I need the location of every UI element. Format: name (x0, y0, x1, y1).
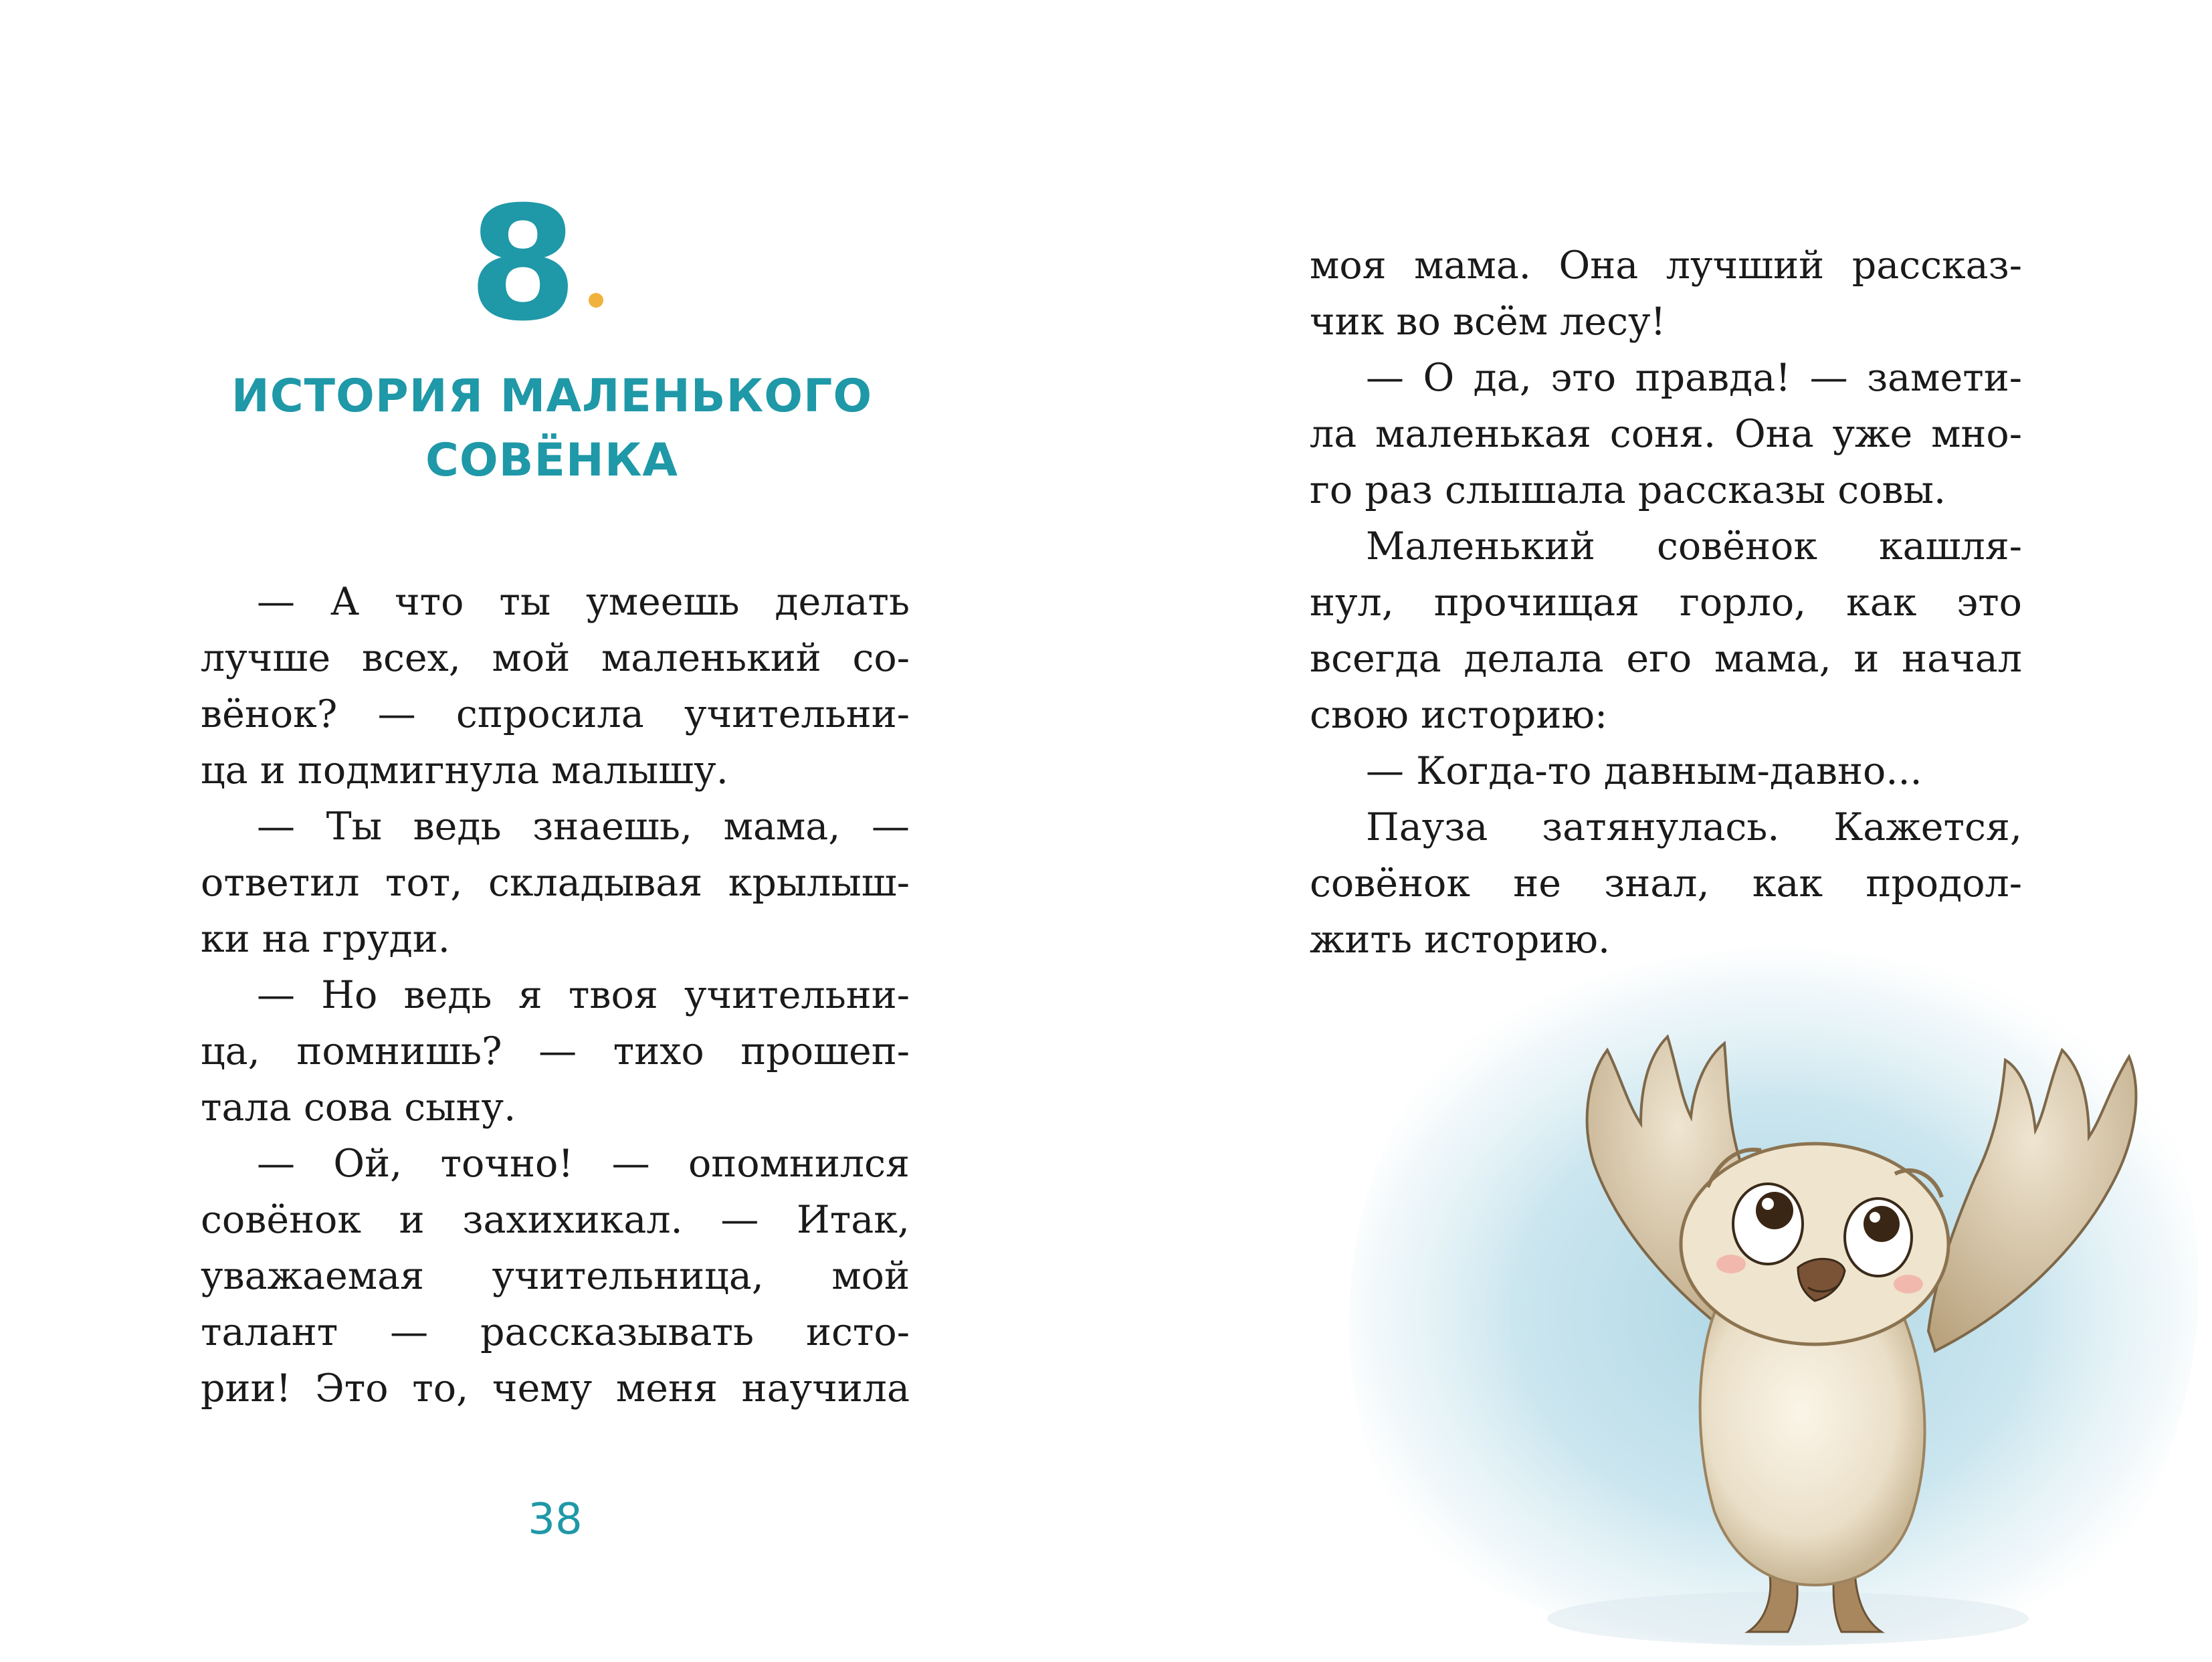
text-line: ца и подмигнула малышу. (201, 748, 728, 793)
text-line: талант — рассказывать исто- (201, 1310, 910, 1354)
text-line: — А что ты умеешь делать (257, 580, 910, 624)
text-line: — Но ведь я твоя учительни- (257, 973, 910, 1017)
text-line: — Когда-то давным-давно... (1366, 749, 1922, 793)
text-line: свою историю: (1310, 693, 1608, 737)
right-body-text (1310, 237, 2022, 968)
text-line: ла маленькая соня. Она уже мно- (1310, 412, 2022, 456)
right-page (1106, 0, 2212, 1659)
text-line: ки на груди. (201, 917, 450, 961)
text-line: моя мама. Она лучший рассказ- (1310, 243, 2022, 288)
chapter-title-line: ИСТОРИЯ МАЛЕНЬКОГО (231, 370, 873, 423)
text-line: совёнок не знал, как продол- (1310, 861, 2022, 906)
text-line: ответил тот, складывая крылыш- (201, 861, 910, 905)
text-line: рии! Это то, чему меня научила (201, 1366, 910, 1411)
text-line: жить историю. (1310, 918, 1611, 962)
text-line: Маленький совёнок кашля- (1366, 524, 2022, 568)
chapter-title-line: СОВЁНКА (425, 434, 679, 487)
left-page (0, 0, 1106, 1659)
text-line: — Ты ведь знаешь, мама, — (257, 805, 910, 849)
text-line: тала сова сыну. (201, 1085, 516, 1130)
page-number: 38 (528, 1495, 583, 1544)
chapter-number: 8 (468, 173, 578, 356)
text-line: лучше всех, мой маленький со- (201, 636, 910, 680)
chapter-title (201, 365, 903, 493)
text-line: вёнок? — спросила учительни- (201, 692, 910, 736)
text-line: уважаемая учительница, мой (201, 1254, 910, 1298)
text-line: — Ой, точно! — опомнился (257, 1142, 910, 1186)
text-line: нул, прочищая горло, как это (1310, 581, 2022, 625)
left-body-text (201, 574, 910, 1417)
text-line: Пауза затянулась. Кажется, (1366, 805, 2022, 849)
owl-illustration (1306, 923, 2212, 1659)
text-line: го раз слышала рассказы совы. (1310, 468, 1946, 512)
text-line: — О да, это правда! — замети- (1366, 356, 2022, 400)
text-line: совёнок и захихикал. — Итак, (201, 1198, 910, 1242)
text-line: чик во всём лесу! (1310, 300, 1666, 344)
text-line: ца, помнишь? — тихо прошеп- (201, 1029, 910, 1073)
text-line: всегда делала его мама, и начал (1310, 637, 2022, 681)
chapter-number-dot (589, 293, 603, 308)
